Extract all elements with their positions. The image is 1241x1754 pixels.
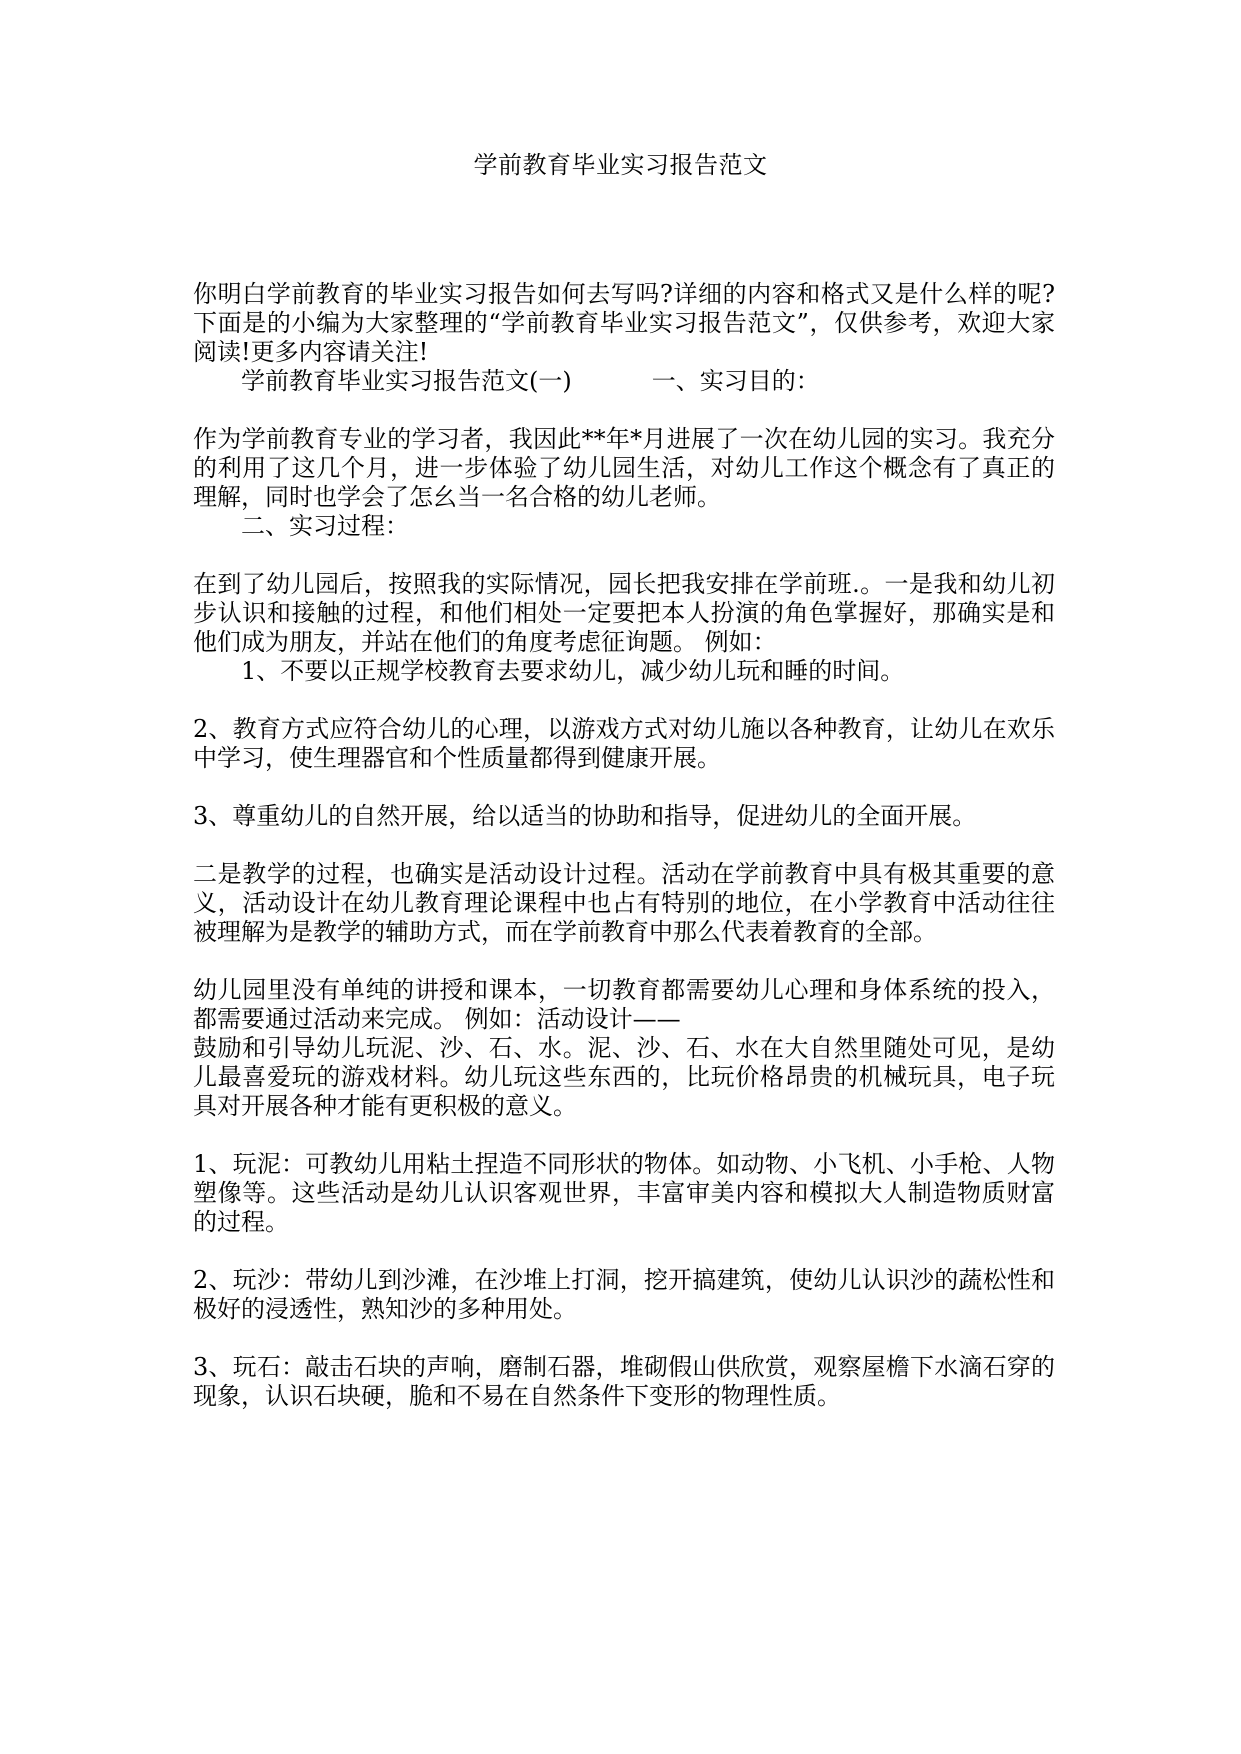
play-item-mud: 1、玩泥：可教幼儿用粘土捏造不同形状的物体。如动物、小飞机、小手枪、人物塑像等。这些活动是幼儿认识客观世界，丰富审美内容和模拟大人制造物质财富的过程。 xyxy=(193,1150,1055,1236)
section-header-line xyxy=(193,367,1055,396)
play-item-sand: 2、玩沙：带幼儿到沙滩，在沙堆上打洞，挖开搞建筑，使幼儿认识沙的蔬松性和极好的浸透性，熟知沙的多种用处。 xyxy=(193,1266,1055,1323)
paragraph-activities: 幼儿园里没有单纯的讲授和课本，一切教育都需要幼儿心理和身体系统的投入，都需要通过活动来完成。 例如：活动设计—— xyxy=(193,976,1055,1033)
list-item-3: 3、尊重幼儿的自然开展，给以适当的协助和指导，促进幼儿的全面开展。 xyxy=(193,802,977,830)
paragraph-teaching: 二是教学的过程，也确实是活动设计过程。活动在学前教育中具有极其重要的意义，活动设计在幼儿教育理论课程中也占有特别的地位，在小学教育中活动往往被理解为是教学的辅助方式，而在学前教育中那么代表着教育的全部。 xyxy=(193,860,1055,946)
spacer xyxy=(193,541,1055,570)
document-body xyxy=(193,280,1055,1411)
paragraph-process: 在到了幼儿园后，按照我的实际情况，园长把我安排在学前班.。一是我和幼儿初步认识和接触的过程，和他们相处一定要把本人扮演的角色掌握好，那确实是和他们成为朋友，并站在他们的角度考虑征询题。 例如： xyxy=(193,570,1055,656)
spacer xyxy=(193,1237,1055,1266)
section1-title: 学前教育毕业实习报告范文(一) xyxy=(241,367,572,395)
list-item-1: 1、不要以正规学校教育去要求幼儿，减少幼儿玩和睡的时间。 xyxy=(241,657,905,685)
heading-process: 二、实习过程： xyxy=(241,512,409,540)
paragraph-purpose: 作为学前教育专业的学习者，我因此**年*月进展了一次在幼儿园的实习。我充分的利用了这几个月，进一步体验了幼儿园生活，对幼儿工作这个概念有了真正的理解，同时也学会了怎幺当一名合格的幼儿老师。 xyxy=(193,425,1055,511)
heading-purpose: 一、实习目的： xyxy=(651,367,820,395)
document-title: 学前教育毕业实习报告范文 xyxy=(473,151,768,179)
spacer xyxy=(193,1121,1055,1150)
spacer xyxy=(193,831,1055,860)
intro-paragraph: 你明白学前教育的毕业实习报告如何去写吗?详细的内容和格式又是什么样的呢?下面是的小编为大家整理的“学前教育毕业实习报告范文”，仅供参考，欢迎大家阅读!更多内容请关注! xyxy=(193,280,1055,366)
spacer xyxy=(193,1324,1055,1353)
spacer xyxy=(193,686,1055,715)
play-item-stone: 3、玩石：敲击石块的声响，磨制石器，堆砌假山供欣赏，观察屋檐下水滴石穿的现象，认识石块硬，脆和不易在自然条件下变形的物理性质。 xyxy=(193,1353,1055,1410)
spacer xyxy=(193,773,1055,802)
paragraph-activity-design: 鼓励和引导幼儿玩泥、沙、石、水。泥、沙、石、水在大自然里随处可见，是幼儿最喜爱玩的游戏材料。幼儿玩这些东西的，比玩价格昂贵的机械玩具，电子玩具对开展各种才能有更积极的意义。 xyxy=(193,1034,1055,1120)
spacer xyxy=(193,947,1055,976)
spacer xyxy=(193,396,1055,425)
list-item-2: 2、教育方式应符合幼儿的心理，以游戏方式对幼儿施以各种教育，让幼儿在欢乐中学习，使生理器官和个性质量都得到健康开展。 xyxy=(193,715,1055,772)
